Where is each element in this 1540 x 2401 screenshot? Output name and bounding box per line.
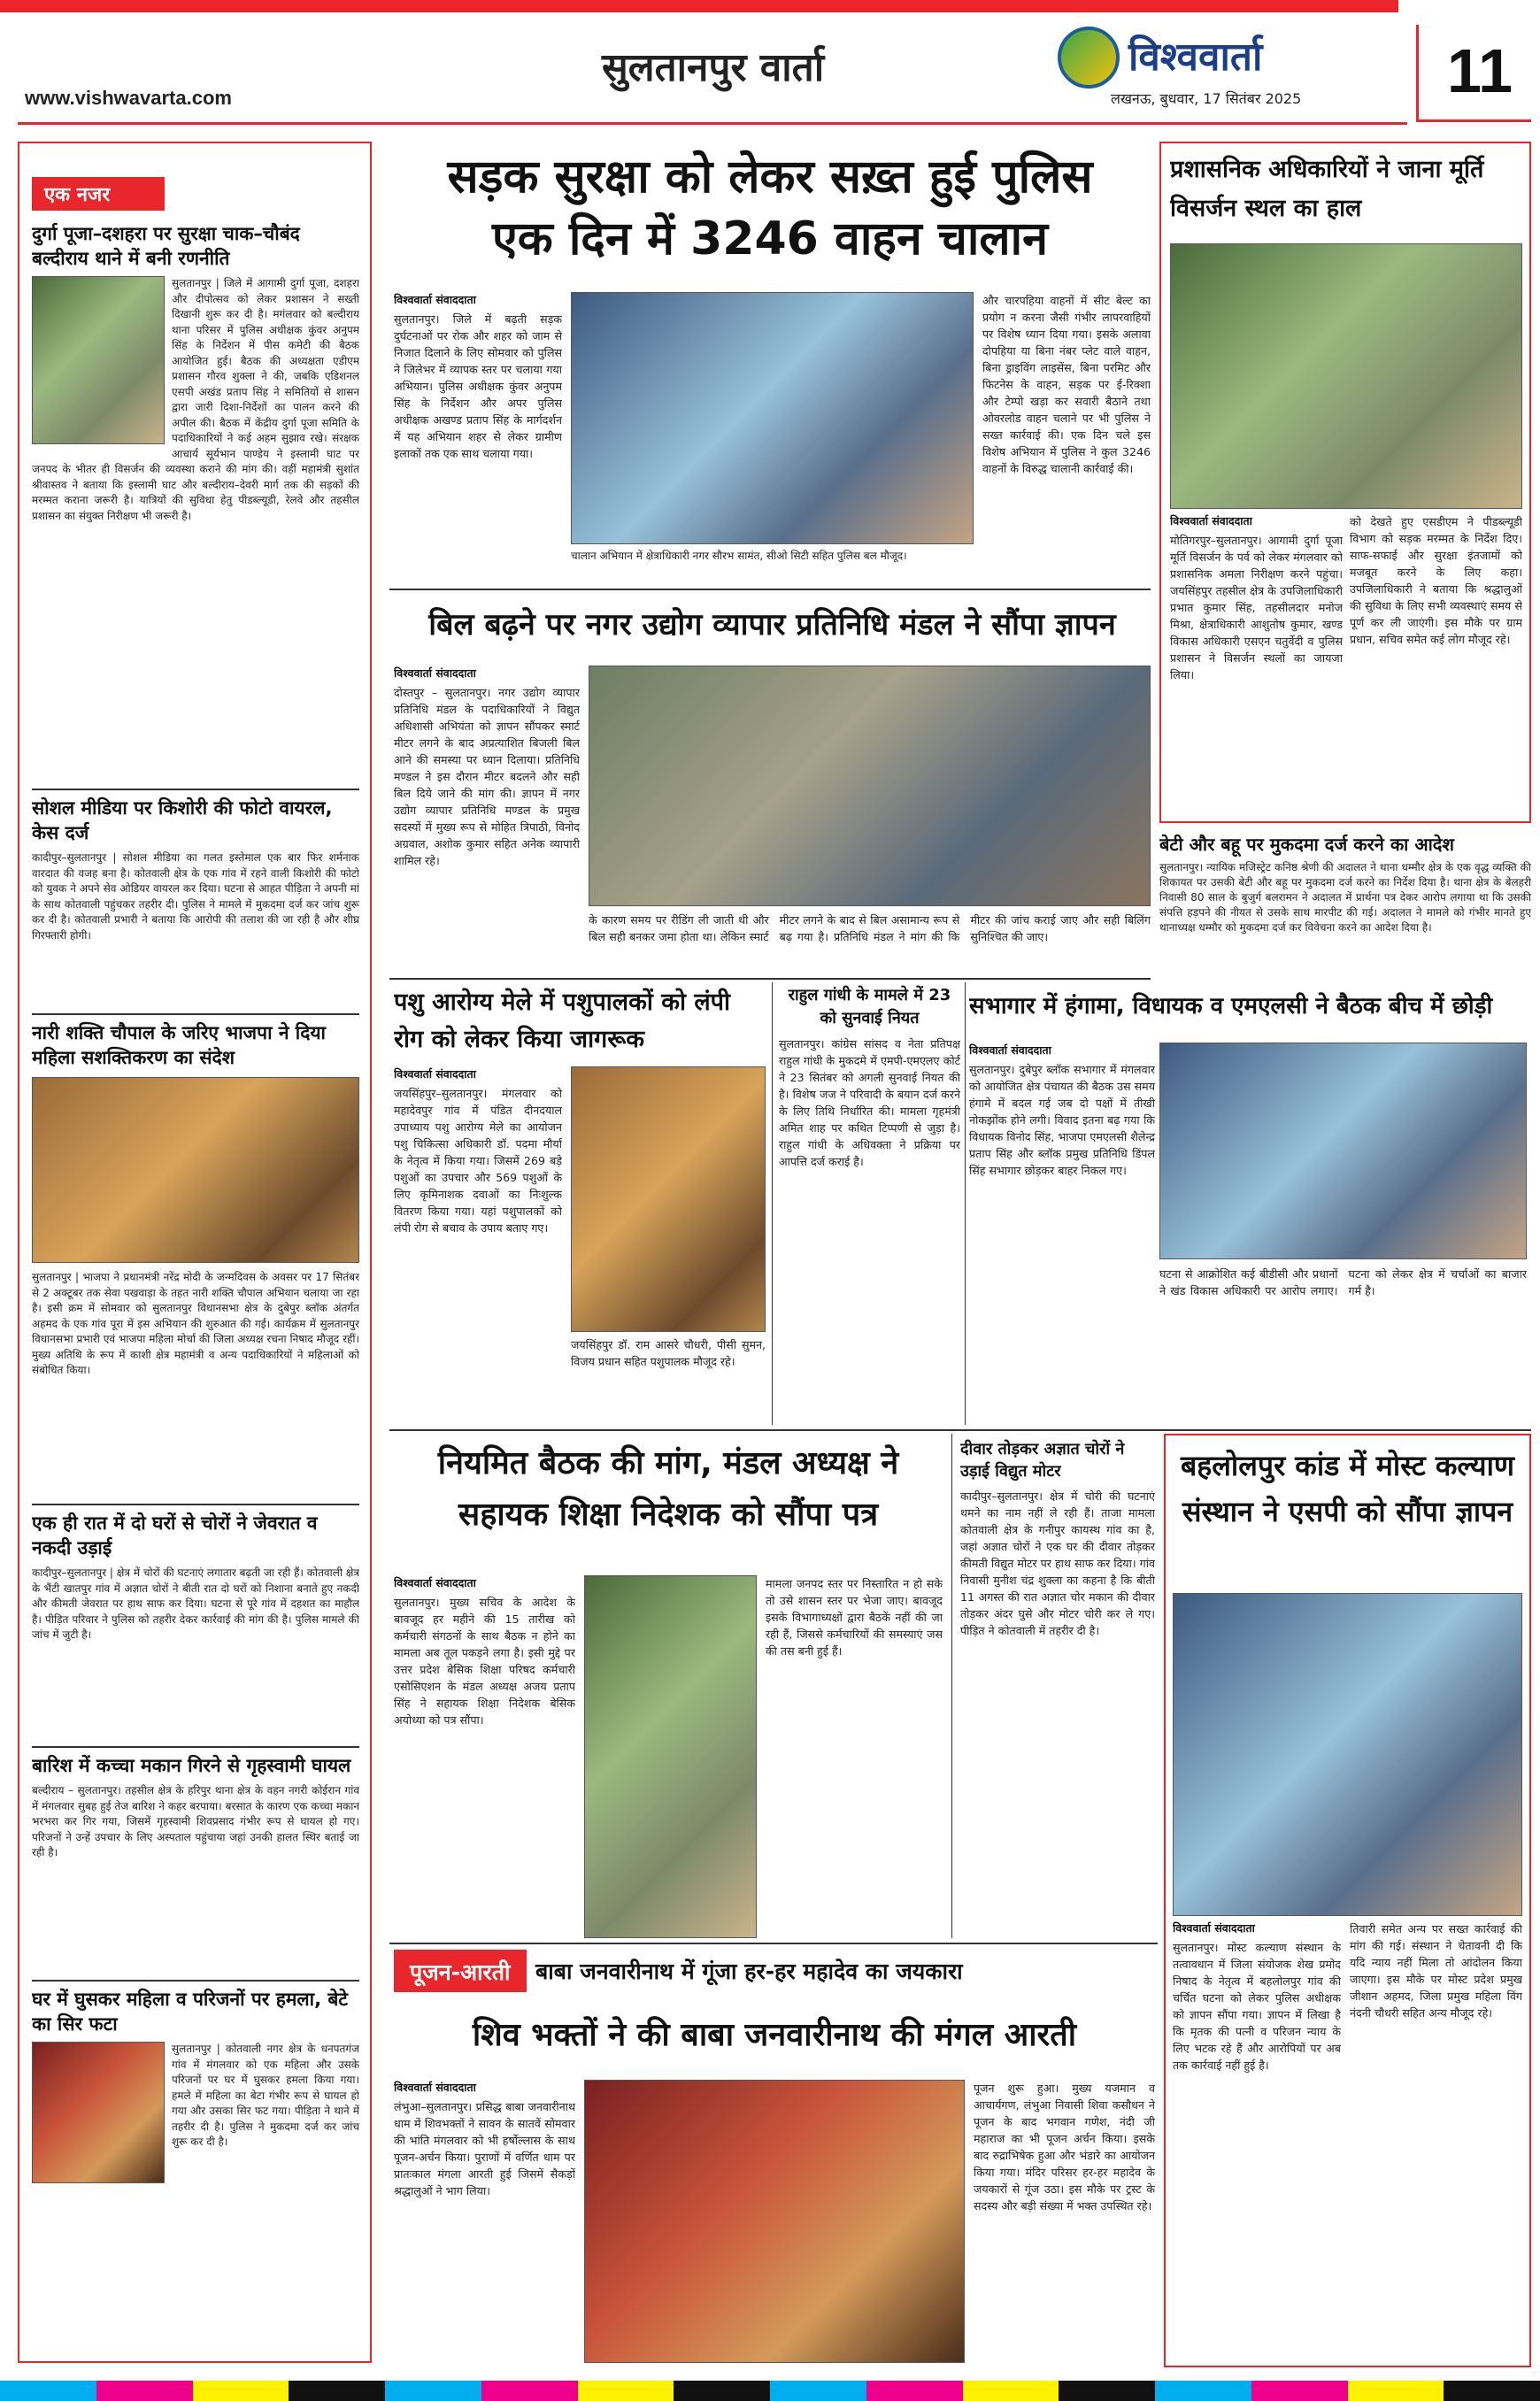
- left-story-body: कादीपुर–सुलतानपुर | सोशल मीडिया का गलत इस्तेमाल एक बार फिर शर्मनाक वारदात की वजह बना है। कोतवाली क्षेत्र के एक गांव में रहने वाली किशोरी की फोटो को युवक ने अपने सेव ओडियर वायरल कर दिया। घटना से आहत पीड़िता ने अपनी मां के साथ कोतवाली पहुंचकर तहरीर दी। पुलिस ने मामले में मुकदमा दर्ज कर जांच शुरू कर दी है। कोतवाली प्रभारी ने बताया कि आरोपी की तलाश की जा रही है और शीघ्र गिरफ्तारी होगी।: [32, 851, 359, 942]
- divider: [32, 789, 359, 790]
- divider: [965, 982, 966, 1425]
- vidhayak-body-2: घटना से आक्रोशित कई बीडीसी और प्रधानों ने खंड विकास अधिकारी पर आरोप लगाए। घटना को लेकर क्षेत्र में चर्चाओं का बाजार गर्म है।: [1159, 1267, 1527, 1297]
- brand-logo-icon: [1058, 27, 1120, 88]
- niyamit-headline-block: [394, 1438, 943, 1571]
- beti-headline: बेटी और बहू पर मुकदमा दर्ज करने का आदेश: [1159, 834, 1454, 855]
- prashasnik-text: [1170, 513, 1343, 819]
- prashasnik-headline: प्रशासनिक अधिकारियों ने जाना मूर्ति विसर्जन स्थल का हाल: [1170, 156, 1484, 222]
- left-story-headline: एक ही रात में दो घरों से चोरों ने जेवरात व नकदी उड़ाई: [32, 1512, 318, 1558]
- left-story-2: [32, 796, 359, 1008]
- left-story-headline: घर में घुसकर महिला व परिजनों पर हमला, बेटे का सिर फटा: [32, 1989, 348, 2035]
- byline: विश्ववार्ता संवाददाता: [394, 666, 476, 680]
- left-story-body: सुलतानपुर | भाजपा ने प्रधानमंत्री नरेंद्र मोदी के जन्मदिवस के अवसर पर 17 सितंबर से 2 अक्टूबर तक सेवा पखवाड़ा के तहत नारी शक्ति चौपाल अभियान चलाया जा रहा है। इसी क्रम में सोमवार को सुलतानपुर विधानसभा क्षेत्र के दुबेपुर ब्लॉक अंतर्गत अहमद के एक गांव पूरा में इस अभियान की शुरुआत की गई। कार्यक्रम में सुलतानपुर विधानसभा प्रभारी एवं भाजपा महिला मोर्चा की जिला अध्यक्ष रचना निषाद मौजूद रहीं। मुख्य अतिथि के रूप में काशी क्षेत्र महामंत्री व अन्य पदाधिकारियों ने महिलाओं को संबोधित किया।: [32, 1271, 359, 1376]
- lead-story-text-right: [982, 292, 1151, 584]
- left-story-4: [32, 1511, 359, 1741]
- prashasnik-body-2: को देखते हुए एसडीएम ने पीडब्ल्यूडी विभाग को सड़क मरम्मत के निर्देश दिए। साफ-सफाई और सुरक्षा इंतजामों को मजबूत करने के लिए कहा। उपजिलाधिकारी ने बताया कि श्रद्धालुओं की सुविधा के लिए सभी व्यवस्थाएं समय से पूर्ण कर ली जाएंगी। इस मौके पर ग्राम प्रधान, सचिव समेत कई लोग मौजूद रहे।: [1350, 515, 1522, 646]
- janvarinath-body: लंभुआ–सुलतानपुर। प्रसिद्ध बाबा जनवारीनाथ धाम में शिवभक्तों ने सावन के सातवें सोमवार की भांति मंगलवार को भी हर्षोल्लास के साथ पूजन-अर्चन किया। पुराणों में वर्णित धाम पर प्रातःकाल मंगला आरती हुई जिसमें सैकड़ों श्रद्धालुओं ने भाग लिया।: [394, 2100, 575, 2197]
- baholpur-body: सुलतानपुर। मोस्ट कल्याण संस्थान के तत्वावधान में जिला संयोजक शेख प्रमोद निषाद के नेतृत्व में बहलोलपुर गांव की चर्चित घटना को लेकर पुलिस अधीक्षक को ज्ञापन सौंपा गया। ज्ञापन में लिखा है कि मृतक की पत्नी व परिजन न्याय के लिए भटक रहे हैं और आरोपियों पर अब तक कार्रवाई नहीं हुई है।: [1173, 1941, 1341, 2072]
- divider: [389, 1429, 1531, 1431]
- niyamit-photo: [584, 1575, 757, 1938]
- left-story-body: बल्दीराय – सुलतानपुर। तहसील क्षेत्र के हरिपुर थाना क्षेत्र के वहन नगरी कोईरान गांव में मंगलवार सुबह हुई तेज बारिश ने कहर बरपाया। बरसात के कारण एक कच्चा मकान भरभरा कर गिर गया, जिसमें गृहस्वामी शिवप्रसाद गंभीर रूप से घायल हो गए। परिजनों ने उन्हें उपचार के लिए अस्पताल पहुंचाया जहां उनकी हालत स्थिर बताई जा रही है।: [32, 1784, 359, 1858]
- bijli-text-left: [394, 666, 580, 971]
- left-story-headline: नारी शक्ति चौपाल के जरिए भाजपा ने दिया महिला सशक्तिकरण का संदेश: [32, 1022, 326, 1068]
- left-story-photo: [32, 276, 165, 444]
- pashu-headline: पशु आरोग्य मेले में पशुपालकों को लंपी रोग को लेकर किया जागरूक: [394, 989, 730, 1053]
- dateline: लखनऊ, बुधवार, 17 सितंबर 2025: [1111, 90, 1302, 107]
- prashasnik-body: मोतिगरपुर–सुलतानपुर। आगामी दुर्गा पूजा मूर्ति विसर्जन के पर्व को लेकर मंगलवार को प्रशासनिक अमला निरीक्षण करने पहुंचा। जयसिंहपुर तहसील क्षेत्र के उपजिलाधिकारी प्रभात कुमार सिंह, तहसीलदार मनोज मिश्रा, क्षेत्राधिकारी आशुतोष कुमार, खण्ड विकास अधिकारी एसएन चतुर्वेदी व पुलिस प्रशासन ने विसर्जन स्थलों का जायजा लिया।: [1170, 534, 1343, 681]
- lead-headline: सड़क सुरक्षा को लेकर सख़्त हुई पुलिस: [447, 150, 1093, 204]
- left-story-headline: दुर्गा पूजा–दशहरा पर सुरक्षा चाक–चौबंद बल्दीराय थाने में बनी रणनीति: [32, 223, 300, 269]
- divider: [951, 1434, 952, 1938]
- niyamit-body-2: मामला जनपद स्तर पर निस्तारित न हो सके तो उसे शासन स्तर पर भेजा जाए। बावजूद इसके विभागाध्यक्षों द्वारा बैठकें नहीं की जा रही हैं, जिससे कर्मचारियों की समस्याएं जस की तस बनी हुई हैं।: [766, 1577, 943, 1658]
- divider: [389, 1943, 1158, 1944]
- left-story-headline: सोशल मीडिया पर किशोरी की फोटो वायरल, केस दर्ज: [32, 797, 333, 843]
- byline: विश्ववार्ता संवाददाता: [1173, 1921, 1255, 1935]
- website-link[interactable]: www.vishwavarta.com: [25, 87, 232, 109]
- brand-name: विश्ववार्ता: [1128, 35, 1263, 80]
- bijli-photo: [589, 666, 1151, 906]
- divider: [389, 589, 1151, 590]
- bijli-body-2: के कारण समय पर रीडिंग ली जाती थी और बिल सही बनकर जमा होता था। लेकिन स्मार्ट मीटर लगने के बाद से बिल असामान्य रूप से बढ़ गया है। प्रतिनिधि मंडल ने मांग की कि मीटर की जांच कराई जाए और सही बिलिंग सुनिश्चित की जाए।: [589, 913, 1151, 943]
- left-story-headline: बारिश में कच्चा मकान गिरने से गृहस्वामी घायल: [32, 1755, 351, 1776]
- footer-color-bar: [0, 2381, 1540, 2401]
- vidhayak-text: [969, 1043, 1155, 1423]
- byline: विश्ववार्ता संवाददाता: [394, 1067, 476, 1081]
- byline: विश्ववार्ता संवाददाता: [394, 1576, 476, 1589]
- byline: विश्ववार्ता संवाददाता: [969, 1043, 1051, 1057]
- niyamit-text: [394, 1575, 575, 1938]
- janvarinath-body-2: पूजन शुरू हुआ। मुख्य यजमान व आचार्यगण, लंभुआ निवासी शिवा कसौधन ने पूजन के बाद भगवान गणेश, नंदी जी महाराज का भी पूजन अर्चन किया। इसके बाद रुद्राभिषेक हुआ और भंडारे का आयोजन किया गया। मंदिर परिसर हर-हर महादेव के जयकारों से गूंज उठा। इस मौके पर ट्रस्ट के सदस्य और बड़ी संख्या में भक्त उपस्थित रहे।: [974, 2082, 1155, 2212]
- page-number: 11: [1447, 36, 1513, 105]
- pujan-aarti-badge: पूजन-आरती: [394, 1950, 527, 1992]
- left-story-5: [32, 1753, 359, 1974]
- left-story-body: कादीपुर–सुलतानपुर | क्षेत्र में चोरों की घटनाएं लगातार बढ़ती जा रही हैं। कोतवाली क्षेत्र के भैंटी खातपुर गांव में अज्ञात चोरों ने बीती रात दो घरों को निशाना बनाते हुए नकदी और कीमती जेवरात पर हाथ साफ कर दिया। घटना से पूरे गांव में दहशत का माहौल है। पीड़ित परिवार ने पुलिस को तहरीर देकर कार्रवाई की मांग की है। पुलिस मामले की जांच में जुटी है।: [32, 1566, 359, 1641]
- vidhayak-headline-block: [969, 984, 1527, 1037]
- byline: विश्ववार्ता संवाददाता: [1170, 514, 1252, 527]
- left-story-body: सुलतानपुर | कोतवाली नगर क्षेत्र के धनपतगंज गांव में मंगलवार को एक महिला और उसके परिजनों पर घर में घुसकर हमला किया गया। हमले में महिला का बेटा गंभीर रूप से घायल हो गया और उसका सिर फट गया। पीड़िता ने थाने में तहरीर दी है। पुलिस ने मुकदमा दर्ज कर जांच शुरू कर दी है।: [172, 2043, 359, 2148]
- masthead: [0, 0, 1540, 124]
- lead-body-left: सुलतानपुर। जिले में बढ़ती सड़क दुर्घटनाओं पर रोक और शहर को जाम से निजात दिलाने के लिए सोमवार को पुलिस ने जिलेभर में व्यापक स्तर पर चलाया गया अभियान। पुलिस अधीक्षक कुंवर अनुपम सिंह के निर्देशन और अपर पुलिस अधीक्षक अखण्ड प्रताप सिंह के मार्गदर्शन में यह अभियान शहर से लेकर ग्रामीण इलाकों तक एक साथ चलाया गया।: [394, 312, 562, 460]
- deewar-body: कादीपुर–सुलतानपुर। क्षेत्र में चोरी की घटनाएं थमने का नाम नहीं ले रही हैं। ताजा मामला कोतवाली क्षेत्र के गनीपुर कायस्थ गांव का है, जहां अज्ञात चोरों ने एक घर की दीवार तोड़कर कीमती विद्युत मोटर पर हाथ साफ कर दिया। गांव निवासी मुनीश चंद्र शुक्ला का कहना है कि बीती 11 अगस्त की रात अज्ञात चोर मकान की दीवार तोड़कर अंदर घुसे और मोटर चोरी कर ले गए। पीड़ित ने कोतवाली में तहरीर दी है।: [960, 1489, 1155, 1637]
- rahul-story: [779, 984, 960, 1427]
- divider: [32, 1504, 359, 1505]
- pashu-caption: जयसिंहपुर डॉ. राम आसरे चौधरी, पीसी सुमन, विजय प्रधान सहित पशुपालक मौजूद रहे।: [571, 1338, 766, 1368]
- ek-nazar-label: एक नजर: [32, 177, 165, 211]
- masthead-rule: [18, 122, 1407, 125]
- baholpur-text: [1173, 1920, 1341, 2359]
- bijli-headline-block: [394, 597, 1151, 659]
- vidhayak-body: सुलतानपुर। दुबेपुर ब्लॉक सभागार में मंगलवार को आयोजित क्षेत्र पंचायत की बैठक उस समय हंगामे में बदल गई जब दो पक्षों में तीखी नोकझोंक होने लगी। विवाद इतना बढ़ गया कि विधायक विनोद सिंह, भाजपा एमएलसी शैलेन्द्र प्रताप सिंह और ब्लॉक प्रमुख प्रतिनिधि डिंपल सिंह सभागार छोड़कर बाहर निकल गए।: [969, 1063, 1155, 1177]
- lead-story-text-left: [394, 292, 562, 584]
- baholpur-photo: [1173, 1593, 1522, 1916]
- divider: [32, 1746, 359, 1748]
- byline: विश्ववार्ता संवाददाता: [394, 2081, 476, 2094]
- divider: [32, 1980, 359, 1982]
- divider: [32, 1013, 359, 1015]
- lead-body-right: और चारपहिया वाहनों में सीट बेल्ट का प्रयोग न करना जैसी गंभीर लापरवाहियों पर विशेष ध्यान दिया गया। इसके अलावा दोपहिया या बिना नंबर प्लेट वाले वाहन, बिना ड्राइविंग लाइसेंस, बिना परमिट और फिटनेस के वाहन, सड़क पर ई-रिक्शा और टेम्पो खड़ा कर सवारी बैठाने तथा ओवरलोड वाहन चलाने पर भी पुलिस ने सख्त कार्रवाई की। एक दिन चले इस विशेष अभियान में पुलिस ने कुल 3246 वाहनों के विरुद्ध चालानी कार्रवाई की।: [982, 294, 1151, 475]
- byline: विश्ववार्ता संवाददाता: [394, 293, 476, 306]
- pashu-text: [394, 1066, 562, 1425]
- rahul-body: सुलतानपुर। कांग्रेस सांसद व नेता प्रतिपक्ष राहुल गांधी के मुकदमे में एमपी-एमएलए कोर्ट ने 23 सितंबर को अगली सुनवाई नियत की है। विशेष जज ने परिवादी के बयान दर्ज करने के लिए तिथि निर्धारित की। मामला गृहमंत्री अमित शाह पर कथित टिप्पणी से जुड़ा है। राहुल गांधी के अधिवक्ता ने प्रक्रिया पर आपत्ति दर्ज कराई है।: [779, 1037, 960, 1168]
- pashu-headline-block: [394, 984, 766, 1064]
- lead-headline-block: [389, 146, 1151, 279]
- left-story-6: [32, 1987, 359, 2354]
- janvarinath-text: [394, 2080, 575, 2363]
- left-story-3: [32, 1020, 359, 1498]
- pashu-body: जयसिंहपुर–सुलतानपुर। मंगलवार को महादेवपुर गांव में पंडित दीनदयाल उपाध्याय पशु आरोग्य मेले का आयोजन पशु चिकित्सा अधिकारी डॉ. पदमा मौर्या के नेतृत्व में किया गया। जिसमें 269 बड़े पशुओं का उपचार और 569 पशुओं के लिए कृमिनाशक दवाओं का निःशुल्क वितरण किया गया। यहां पशुपालकों को लंपी रोग से बचाव के उपाय बताए गए।: [394, 1087, 562, 1235]
- left-story-photo: [32, 1077, 359, 1263]
- pashu-photo: [571, 1066, 766, 1332]
- prashasnik-photo: [1170, 243, 1522, 509]
- niyamit-body: सुलतानपुर। मुख्य सचिव के आदेश के बावजूद हर महीने की 15 तारीख को कर्मचारी संगठनों के साथ बैठक न होने का मामला अब तूल पकड़ने लगा है। इसी मुद्दे पर उत्तर प्रदेश बेसिक शिक्षा परिषद कर्मचारी एसोसिएशन के मंडल अध्यक्ष अजय प्रताप सिंह ने सहायक शिक्षा निदेशक बेसिक अयोध्या को पत्र सौंपा।: [394, 1596, 575, 1727]
- vidhayak-headline: सभागार में हंगामा, विधायक व एमएलसी ने बैठक बीच में छोड़ी: [969, 993, 1493, 1020]
- divider: [389, 978, 1151, 980]
- bijli-body: दोस्तपुर – सुलतानपुर। नगर उद्योग व्यापार प्रतिनिधि मंडल के पदाधिकारियों ने विद्युत अधिशासी अभियंता को ज्ञापन सौंपकर स्मार्ट मीटर लगने के बाद अप्रत्याशित बिजली बिल आने की समस्या पर ध्यान दिलाया। प्रतिनिधि मण्डल ने इस दौरान मीटर बदलने और सही बिल दिये जाने की मांग की। ज्ञापन में नगर उद्योग व्यापार प्रतिनिधि मण्डल के प्रमुख सदस्यों में मुख्य रूप से मोहित त्रिपाठी, विनोद अग्रवाल, अशोक कुमार सहित अनेक व्यापारी शामिल रहे।: [394, 686, 580, 867]
- rahul-headline: राहुल गांधी के मामले में 23 को सुनवाई नियत: [788, 986, 951, 1027]
- baholpur-headline-block: [1173, 1443, 1522, 1589]
- deewar-headline: दीवार तोड़कर अज्ञात चोरों ने उड़ाई विद्युत मोटर: [960, 1440, 1125, 1481]
- divider: [772, 982, 773, 1425]
- vidhayak-photo: [1159, 1043, 1527, 1259]
- left-story-body: सुलतानपुर | जिले में आगामी दुर्गा पूजा, दशहरा और दीपोत्सव को लेकर प्रशासन ने सख्ती दिखानी शुरू कर दी है। मगंलवार को बल्दीराय थाना परिसर में पुलिस अधीक्षक कुंवर अनुपम सिंह के निर्देशन में पीस कमेटी की बैठक आयोजित हुई। बैठक की अध्यक्षता एडीएम प्रशासन गौरव शुक्ला ने की, जबकि एडिशनल एसपी अखंड प्रताप सिंह ने समितियों से शासन द्वारा जारी दिशा-निर्देशों का पालन करने की अपील की। बैठक में केंद्रीय दुर्गा पूजा समिति के पदाधिकारियों ने कई अहम सुझाव रखे। संरक्षक आचार्य सूर्यभान पाण्डेय ने इस्लामी घाट पर जनपद के भीतर ही विसर्जन की व्यवस्था कराने की मांग की। वहीं महामंत्री सुशांत श्रीवास्तव ने बताया कि इस्लामी घाट और बल्दीराय–देवरी मार्ग तक की सड़कों की मरम्मत कराना जरूरी है। यात्रियों की सुविधा हेतु पीडब्ल्यूडी, रेलवे और तहसील प्रशासन का संयुक्त निरीक्षण भी जरूरी है।: [32, 277, 359, 522]
- niyamit-headline: नियमित बैठक की मांग, मंडल अध्यक्ष ने सहायक शिक्षा निदेशक को सौंपा पत्र: [437, 1445, 899, 1533]
- left-column: [32, 221, 359, 2354]
- baholpur-body-2: तिवारी समेत अन्य पर सख्त कार्रवाई की मांग की गई। संस्थान ने चेतावनी दी कि यदि न्याय नहीं मिला तो आंदोलन किया जाएगा। इस मौके पर मोस्ट प्रदेश प्रमुख जीशान अहमद, जिला प्रमुख महिला विंग नंदनी चौधरी सहित अन्य मौजूद रहे।: [1350, 1922, 1522, 2020]
- beti-body: सुलतानपुर। न्यायिक मजिस्ट्रेट कनिष्ठ श्रेणी की अदालत ने थाना धम्मौर क्षेत्र के एक वृद्ध व्यक्ति की शिकायत पर उसकी बेटी और बहू पर मुकदमा दर्ज करने का निर्देश दिया है। थाना क्षेत्र के बेलहरी निवासी 80 साल के बुजुर्ग बलरामन ने अदालत में प्रार्थना पत्र देकर आरोप लगाया था कि उसकी संपत्ति हड़पने की नीयत से उसके साथ मारपीट की गई। अदालत ने मामले को गंभीर मानते हुए थानाध्यक्ष धम्मौर को मुकदमा दर्ज कर विवेचना करने का आदेश दिया है।: [1159, 861, 1531, 934]
- baholpur-headline: बहलोलपुर कांड में मोस्ट कल्याण संस्थान ने एसपी को सौंपा ज्ञापन: [1180, 1449, 1515, 1528]
- lead-caption: चालान अभियान में क्षेत्राधिकारी नगर सौरभ सामंत, सीओ सिटी सहित पुलिस बल मौजूद।: [571, 550, 907, 562]
- masthead-top-bar: [0, 0, 1398, 12]
- janvarinath-photo: [584, 2080, 965, 2363]
- lead-headline-2: एक दिन में 3246 वाहन चालान: [492, 212, 1048, 265]
- janvarinath-headline: शिव भक्तों ने की बाबा जनवारीनाथ की मंगल आरती: [472, 2017, 1077, 2053]
- janvarinath-kicker: बाबा जनवारीनाथ में गूंजा हर-हर महादेव का जयकारा: [535, 1959, 963, 1984]
- prashasnik-headline-block: [1170, 150, 1522, 239]
- lead-photo: [571, 292, 974, 544]
- left-story-photo: [32, 2042, 165, 2183]
- janvarinath-headline-block: [394, 2005, 1155, 2075]
- bijli-headline: बिल बढ़ने पर नगर उद्योग व्यापार प्रतिनिधि मंडल ने सौंपा ज्ञापन: [428, 607, 1116, 643]
- deewar-story: [960, 1438, 1155, 1938]
- left-story-1: [32, 221, 359, 783]
- beti-story: [1159, 832, 1531, 978]
- section-title: सुलतानपुर वार्ता: [602, 45, 825, 90]
